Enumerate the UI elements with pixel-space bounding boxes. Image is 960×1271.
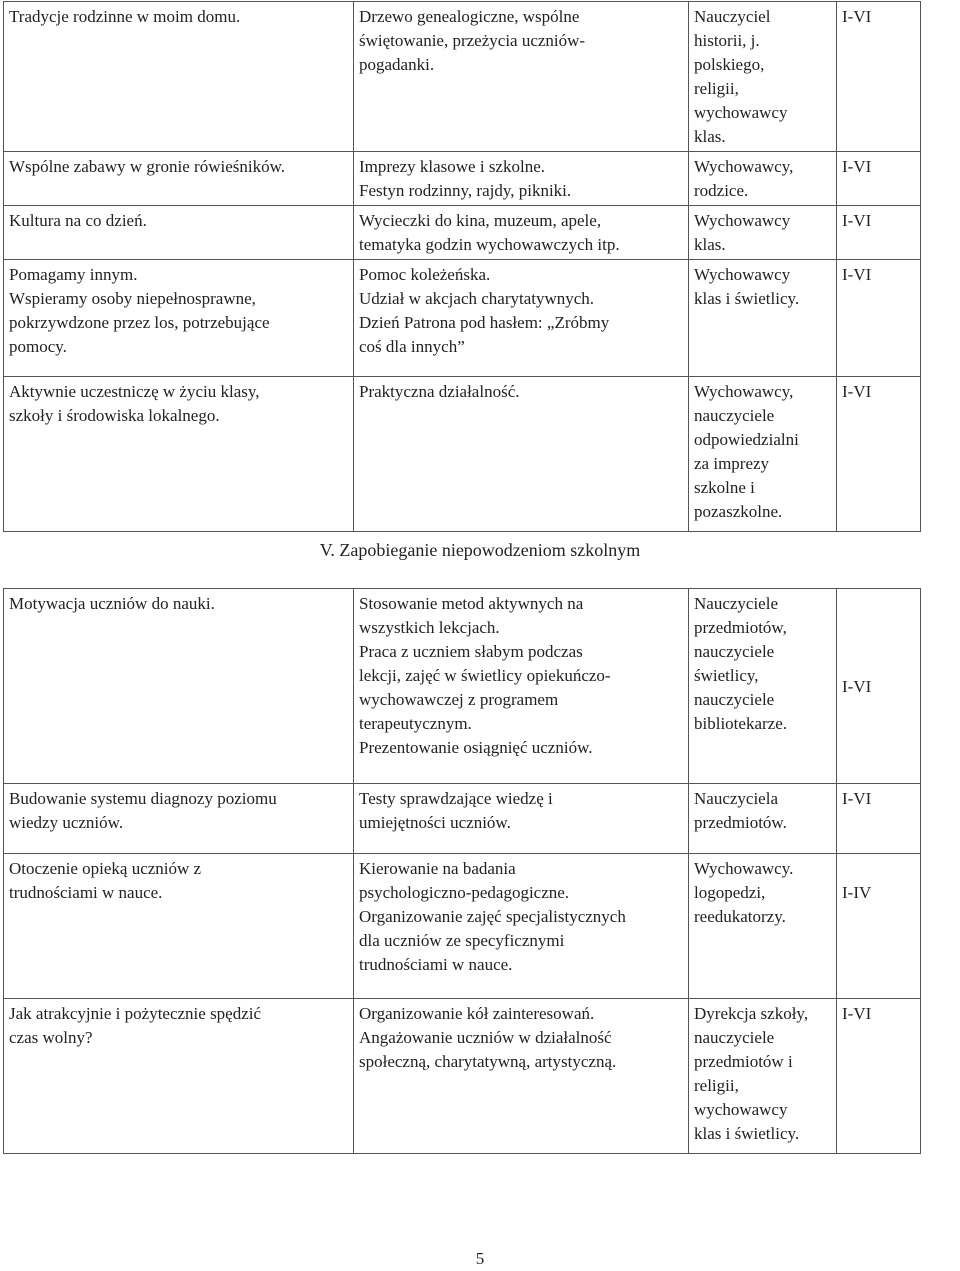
table-row bbox=[4, 999, 921, 1154]
responsible-line: polskiego, bbox=[694, 55, 765, 74]
methods-line: dla uczniów ze specyficznymi bbox=[359, 931, 565, 950]
goal-line: trudnościami w nauce. bbox=[9, 883, 163, 902]
methods-line: wychowawczej z programem bbox=[359, 690, 559, 709]
responsible-line: klas. bbox=[694, 235, 726, 254]
responsible-line: klas i świetlicy. bbox=[694, 1124, 800, 1143]
table-row bbox=[4, 2, 921, 152]
responsible-line: przedmiotów, bbox=[694, 618, 787, 637]
responsible-line: odpowiedzialni bbox=[694, 430, 799, 449]
methods-line: lekcji, zajęć w świetlicy opiekuńczo- bbox=[359, 666, 611, 685]
responsible-line: wychowawcy bbox=[694, 1100, 788, 1119]
grades-value: I-VI bbox=[842, 676, 872, 696]
methods-line: wszystkich lekcjach. bbox=[359, 618, 500, 637]
goal-line: Wspieramy osoby niepełnosprawne, bbox=[9, 289, 256, 308]
methods-line: Praktyczna działalność. bbox=[359, 382, 520, 401]
table-row bbox=[4, 260, 921, 377]
goal-line: Aktywnie uczestniczę w życiu klasy, bbox=[9, 382, 260, 401]
grades-value: I-IV bbox=[842, 883, 872, 902]
methods-cell bbox=[354, 999, 689, 1154]
methods-line: świętowanie, przeżycia uczniów- bbox=[359, 31, 586, 50]
grades-cell bbox=[837, 260, 921, 377]
methods-line: Imprezy klasowe i szkolne. bbox=[359, 157, 545, 176]
goal-cell bbox=[4, 152, 354, 206]
table-row bbox=[4, 206, 921, 260]
goal-line: Motywacja uczniów do nauki. bbox=[9, 594, 215, 613]
grades-cell bbox=[837, 784, 921, 854]
grades-value: I-VI bbox=[842, 157, 872, 176]
responsible-line: szkolne i bbox=[694, 478, 755, 497]
grades-value: I-VI bbox=[842, 1004, 872, 1023]
responsible-line: Wychowawcy. bbox=[694, 859, 794, 878]
goal-line: pokrzywdzone przez los, potrzebujące bbox=[9, 313, 270, 332]
goal-line: Kultura na co dzień. bbox=[9, 211, 147, 230]
responsible-line: wychowawcy bbox=[694, 103, 788, 122]
table-row bbox=[4, 854, 921, 999]
goal-line: wiedzy uczniów. bbox=[9, 813, 124, 832]
responsible-cell bbox=[689, 784, 837, 854]
responsible-line: religii, bbox=[694, 79, 739, 98]
grades-cell bbox=[837, 854, 921, 999]
section-heading: V. Zapobieganie niepowodzeniom szkolnym bbox=[319, 540, 641, 560]
goal-cell bbox=[4, 377, 354, 532]
responsible-line: Wychowawcy, bbox=[694, 157, 794, 176]
methods-cell bbox=[354, 784, 689, 854]
methods-line: Testy sprawdzające wiedzę i bbox=[359, 789, 553, 808]
methods-line: umiejętności uczniów. bbox=[359, 813, 511, 832]
table-row bbox=[4, 589, 921, 784]
responsible-line: przedmiotów. bbox=[694, 813, 787, 832]
page-number: 5 bbox=[475, 1249, 485, 1268]
responsible-cell bbox=[689, 260, 837, 377]
responsible-line: Nauczyciele bbox=[694, 594, 778, 613]
responsible-line: Nauczyciel bbox=[694, 7, 771, 26]
methods-line: psychologiczno-pedagogiczne. bbox=[359, 883, 570, 902]
grades-cell bbox=[837, 152, 921, 206]
responsible-line: historii, j. bbox=[694, 31, 760, 50]
responsible-line: rodzice. bbox=[694, 181, 749, 200]
methods-cell bbox=[354, 260, 689, 377]
responsible-line: klas i świetlicy. bbox=[694, 289, 800, 308]
methods-line: Wycieczki do kina, muzeum, apele, bbox=[359, 211, 602, 230]
grades-cell bbox=[837, 206, 921, 260]
table-row bbox=[4, 152, 921, 206]
goal-cell bbox=[4, 2, 354, 152]
goal-line: Tradycje rodzinne w moim domu. bbox=[9, 7, 241, 26]
methods-line: Prezentowanie osiągnięć uczniów. bbox=[359, 738, 593, 757]
responsible-cell bbox=[689, 589, 837, 784]
grades-value: I-VI bbox=[842, 382, 872, 401]
methods-cell bbox=[354, 377, 689, 532]
methods-line: pogadanki. bbox=[359, 55, 435, 74]
responsible-line: nauczyciele bbox=[694, 406, 775, 425]
methods-cell bbox=[354, 589, 689, 784]
responsible-line: pozaszkolne. bbox=[694, 502, 783, 521]
methods-cell bbox=[354, 152, 689, 206]
table-body bbox=[4, 2, 921, 532]
responsible-line: nauczyciele bbox=[694, 1028, 775, 1047]
methods-line: Kierowanie na badania bbox=[359, 859, 516, 878]
goal-cell bbox=[4, 260, 354, 377]
goal-line: czas wolny? bbox=[9, 1028, 93, 1047]
responsible-line: reedukatorzy. bbox=[694, 907, 786, 926]
methods-cell bbox=[354, 854, 689, 999]
grades-cell bbox=[837, 999, 921, 1154]
goal-line: pomocy. bbox=[9, 337, 67, 356]
methods-line: Udział w akcjach charytatywnych. bbox=[359, 289, 595, 308]
goal-line: Budowanie systemu diagnozy poziomu bbox=[9, 789, 277, 808]
responsible-cell bbox=[689, 206, 837, 260]
methods-line: Dzień Patrona pod hasłem: „Zróbmy bbox=[359, 313, 610, 332]
methods-line: Stosowanie metod aktywnych na bbox=[359, 594, 584, 613]
responsible-line: Wychowawcy bbox=[694, 211, 791, 230]
methods-line: Pomoc koleżeńska. bbox=[359, 265, 491, 284]
methods-line: Drzewo genealogiczne, wspólne bbox=[359, 7, 580, 26]
goal-cell bbox=[4, 206, 354, 260]
methods-line: trudnościami w nauce. bbox=[359, 955, 513, 974]
grades-value: I-VI bbox=[842, 789, 872, 808]
methods-line: terapeutycznym. bbox=[359, 714, 472, 733]
grades-value: I-VI bbox=[842, 211, 872, 230]
responsible-cell bbox=[689, 152, 837, 206]
grades-cell bbox=[837, 377, 921, 532]
goal-cell bbox=[4, 854, 354, 999]
responsible-line: Wychowawcy bbox=[694, 265, 791, 284]
responsible-cell bbox=[689, 377, 837, 532]
table-row bbox=[4, 377, 921, 532]
responsible-line: świetlicy, bbox=[694, 666, 759, 685]
responsible-cell bbox=[689, 999, 837, 1154]
program-table-top bbox=[3, 1, 921, 532]
responsible-line: nauczyciele bbox=[694, 690, 775, 709]
methods-line: społeczną, charytatywną, artystyczną. bbox=[359, 1052, 617, 1071]
goal-line: Wspólne zabawy w gronie rówieśników. bbox=[9, 157, 286, 176]
methods-line: Praca z uczniem słabym podczas bbox=[359, 642, 583, 661]
goal-line: Otoczenie opieką uczniów z bbox=[9, 859, 202, 878]
table-body bbox=[4, 589, 921, 1154]
methods-line: coś dla innych” bbox=[359, 337, 465, 356]
methods-line: Organizowanie zajęć specjalistycznych bbox=[359, 907, 626, 926]
methods-line: Angażowanie uczniów w działalność bbox=[359, 1028, 612, 1047]
responsible-cell bbox=[689, 2, 837, 152]
table-row bbox=[4, 784, 921, 854]
responsible-line: religii, bbox=[694, 1076, 739, 1095]
methods-cell bbox=[354, 2, 689, 152]
methods-line: Organizowanie kół zainteresowań. bbox=[359, 1004, 595, 1023]
goal-line: Jak atrakcyjnie i pożytecznie spędzić bbox=[9, 1004, 262, 1023]
methods-cell bbox=[354, 206, 689, 260]
goal-cell bbox=[4, 784, 354, 854]
grades-cell bbox=[837, 589, 921, 784]
responsible-line: logopedzi, bbox=[694, 883, 766, 902]
responsible-line: nauczyciele bbox=[694, 642, 775, 661]
responsible-line: Dyrekcja szkoły, bbox=[694, 1004, 809, 1023]
responsible-line: Nauczyciela bbox=[694, 789, 778, 808]
responsible-line: za imprezy bbox=[694, 454, 770, 473]
methods-line: Festyn rodzinny, rajdy, pikniki. bbox=[359, 181, 572, 200]
responsible-cell bbox=[689, 854, 837, 999]
program-table-bottom bbox=[3, 588, 921, 1154]
goal-cell bbox=[4, 999, 354, 1154]
responsible-line: bibliotekarze. bbox=[694, 714, 787, 733]
responsible-line: klas. bbox=[694, 127, 726, 146]
goal-cell bbox=[4, 589, 354, 784]
grades-value: I-VI bbox=[842, 265, 872, 284]
grades-value: I-VI bbox=[842, 7, 872, 26]
responsible-line: Wychowawcy, bbox=[694, 382, 794, 401]
goal-line: Pomagamy innym. bbox=[9, 265, 138, 284]
goal-line: szkoły i środowiska lokalnego. bbox=[9, 406, 220, 425]
methods-line: tematyka godzin wychowawczych itp. bbox=[359, 235, 620, 254]
grades-cell bbox=[837, 2, 921, 152]
responsible-line: przedmiotów i bbox=[694, 1052, 793, 1071]
